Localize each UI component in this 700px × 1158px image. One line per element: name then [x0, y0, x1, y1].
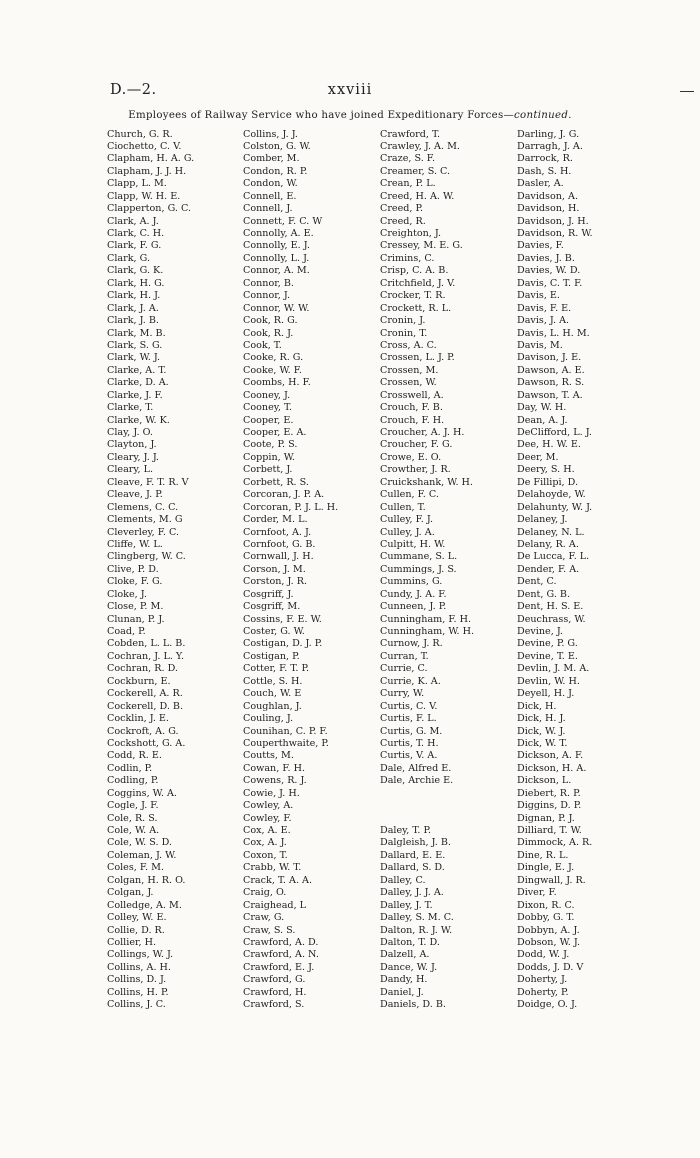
name-entry: Dick, H.	[517, 700, 557, 712]
name-entry: Deer, M.	[517, 451, 559, 463]
page-number: xxviii	[327, 82, 373, 98]
name-entry: Cole, R. S.	[107, 812, 158, 824]
name-entry: Dalley, J. J. A.	[380, 887, 444, 899]
name-entry: Coombs, H. F.	[243, 377, 311, 389]
name-entry: Doherty, J.	[517, 974, 568, 986]
name-entry: Dingle, E. J.	[517, 862, 575, 874]
name-entry: Davidson, J. H.	[517, 215, 589, 227]
name-entry: Currie, C.	[380, 663, 428, 675]
name-entry: Clarke, D. A.	[107, 377, 169, 389]
name-entry: Dalton, T. D.	[380, 936, 440, 948]
name-entry: De Lucca, F. L.	[517, 551, 590, 563]
name-entry: Clapperton, G. C.	[107, 203, 192, 215]
name-entry: Cox, A. J.	[243, 837, 287, 849]
name-entry: Cooke, W. F.	[243, 364, 302, 376]
name-entry: Corbett, R. S.	[243, 476, 309, 488]
name-entry: Delahunty, W. J.	[517, 501, 593, 513]
name-entry: Dick, W. J.	[517, 725, 566, 737]
name-entry: Codling, P.	[107, 775, 159, 787]
name-entry: Cowie, J. H.	[243, 787, 300, 799]
name-entry: Creed, H. A. W.	[380, 190, 455, 202]
name-entry: Cloke, F. G.	[107, 576, 163, 588]
name-column-2	[243, 129, 383, 1012]
name-entry: Cliffe, W. L.	[107, 538, 163, 550]
name-entry: Dawson, R. S.	[517, 377, 585, 389]
name-entry: Clark, H. J.	[107, 290, 161, 302]
name-entry: Coster, G. W.	[243, 626, 305, 637]
name-entry: Cogle, J. F.	[107, 800, 159, 812]
name-entry: Cossins, F. E. W.	[243, 613, 322, 625]
name-entry: Comber, M.	[243, 153, 300, 165]
name-entry: Clark, H. G.	[107, 277, 165, 289]
name-entry: Counihan, C. P. F.	[243, 725, 328, 737]
column-gap	[380, 788, 520, 800]
name-entry: Cochran, R. D.	[107, 663, 178, 675]
name-entry: Collins, J. C.	[107, 999, 166, 1011]
name-entry: Critchfield, J. V.	[380, 277, 456, 289]
name-entry: Cotter, F. T. P.	[243, 663, 310, 675]
name-entry: Coote, P. S.	[243, 439, 298, 451]
name-entry: Church, G. R.	[107, 128, 173, 140]
name-entry: Dodds, J. D. V	[517, 961, 584, 973]
name-entry: Cooper, E.	[243, 414, 294, 426]
name-entry: Dalton, R. J. W.	[380, 924, 453, 936]
name-entry: Clarke, W. K.	[107, 414, 170, 426]
name-entry: Davis, M.	[517, 339, 563, 351]
name-entry: Cruickshank, W. H.	[380, 476, 473, 488]
name-entry: Clingberg, W. C.	[107, 551, 186, 563]
name-entry: Devine, T. E.	[517, 650, 578, 662]
name-entry: Davies, J. B.	[517, 252, 575, 264]
name-entry: Cummane, S. L.	[380, 551, 458, 563]
name-entry: Coppin, W.	[243, 451, 295, 463]
name-entry: Craig, O.	[243, 887, 287, 899]
heading-continued: continued.	[514, 110, 572, 121]
name-entry: Dalzell, A.	[380, 949, 430, 961]
name-entry: Collier, H.	[107, 936, 157, 948]
name-entry: Dash, S. H.	[517, 165, 572, 177]
name-entry: Condon, R. P.	[243, 165, 308, 177]
name-entry: Curtis, C. V.	[380, 700, 438, 712]
name-entry: Creed, P.	[380, 203, 424, 215]
name-entry: Clarke, A. T.	[107, 364, 167, 376]
name-entry: Culley, J. A.	[380, 526, 435, 538]
name-entry: Devlin, J. M. A.	[517, 663, 590, 675]
name-entry: Daniel, J.	[380, 986, 424, 998]
name-entry: De Fillipi, D.	[517, 476, 579, 488]
name-entry: Cunningham, W. H.	[380, 626, 475, 637]
name-entry: Crawford, G.	[243, 974, 306, 986]
name-entry: Dickson, A. F.	[517, 750, 584, 762]
name-entry: Currie, K. A.	[380, 675, 441, 687]
name-entry: Corbett, J.	[243, 464, 293, 476]
name-entry: Clapp, L. M.	[107, 178, 167, 190]
name-entry: Cockshott, G. A.	[107, 737, 186, 749]
name-entry: Dawson, T. A.	[517, 389, 583, 401]
name-entry: Collins, D. J.	[107, 974, 167, 986]
name-entry: Clay, J. O.	[107, 427, 153, 438]
name-entry: Craw, G.	[243, 912, 285, 924]
name-entry: Dean, A. J.	[517, 414, 568, 426]
name-entry: Cockerell, A. R.	[107, 688, 183, 700]
name-entry: Clark, G. K.	[107, 265, 164, 277]
name-entry: Clark, M. B.	[107, 327, 166, 339]
name-entry: Cunningham, F. H.	[380, 613, 472, 625]
name-entry: Coad, P.	[107, 626, 146, 637]
name-entry: Doherty, P.	[517, 986, 569, 998]
name-entry: Curtis, F. L.	[380, 713, 437, 725]
name-entry: Cocklin, J. E.	[107, 713, 169, 725]
heading-text: Employees of Railway Service who have joined Expeditionary Forces—	[128, 110, 515, 121]
name-entry: Cornfoot, G. B.	[243, 538, 316, 550]
name-entry: Croucher, F. G.	[380, 439, 453, 451]
name-entry: Corder, M. L.	[243, 514, 308, 526]
name-entry: Cosgriff, J.	[243, 588, 294, 600]
name-entry: Doidge, O. J.	[517, 999, 578, 1011]
name-entry: Cressey, M. E. G.	[380, 240, 463, 252]
name-entry: Dender, F. A.	[517, 563, 580, 575]
name-entry: Colston, G. W.	[243, 140, 311, 152]
name-entry: Couling, J.	[243, 713, 294, 725]
name-entry: Delaney, N. L.	[517, 526, 585, 538]
name-entry: Cooper, E. A.	[243, 427, 307, 438]
name-entry: Devine, P. G.	[517, 638, 578, 650]
name-entry: Cowens, R. J.	[243, 775, 307, 787]
name-entry: Curnow, J. R.	[380, 638, 443, 650]
name-entry: Curtis, V. A.	[380, 750, 438, 762]
name-entry: Crisp, C. A. B.	[380, 265, 449, 277]
name-entry: Craighead, L	[243, 899, 307, 911]
name-entry: Davidson, H.	[517, 203, 580, 215]
name-entry: Cook, R. G.	[243, 315, 298, 327]
name-entry: Connell, E.	[243, 190, 297, 202]
name-entry: Clark, G.	[107, 252, 150, 264]
name-entry: Clapham, H. A. G.	[107, 153, 195, 165]
name-entry: Dawson, A. E.	[517, 364, 585, 376]
name-entry: Cottle, S. H.	[243, 675, 303, 687]
name-entry: Cross, A. C.	[380, 339, 437, 351]
name-entry: Dignan, P. J.	[517, 812, 575, 824]
name-entry: Connolly, E. J.	[243, 240, 310, 252]
name-entry: Dixon, R. C.	[517, 899, 575, 911]
name-entry: Cockerell, D. B.	[107, 700, 184, 712]
name-entry: Cronin, T.	[380, 327, 428, 339]
name-entry: Dine, R. L.	[517, 849, 569, 861]
name-entry: Coughlan, J.	[243, 700, 302, 712]
page-identifier: D.—2.	[110, 82, 157, 98]
name-entry: Crawley, J. A. M.	[380, 140, 460, 152]
name-entry: Daley, T. P.	[380, 825, 432, 836]
name-entry: Couch, W. E	[243, 688, 302, 700]
name-entry: Cockroft, A. G.	[107, 725, 179, 737]
name-entry: Dandy, H.	[380, 974, 428, 986]
name-entry: Dasler, A.	[517, 178, 564, 190]
name-entry: Dickson, L.	[517, 775, 572, 787]
name-entry: Cowan, F. H.	[243, 762, 306, 774]
name-entry: Dobby, G. T.	[517, 912, 575, 924]
name-entry: Crawford, E. J.	[243, 961, 315, 973]
name-entry: Clarke, T.	[107, 402, 154, 414]
name-entry: Craze, S. F.	[380, 153, 436, 165]
name-entry: Davis, F. E.	[517, 302, 572, 314]
name-entry: Cowley, F.	[243, 812, 292, 824]
name-entry: Cornfoot, A. J.	[243, 526, 312, 538]
name-entry: Costigan, D. J. P.	[243, 638, 323, 650]
name-entry: Corson, J. M.	[243, 563, 306, 575]
name-entry: Colgan, H. R. O.	[107, 874, 186, 886]
name-entry: Coxon, T.	[243, 849, 288, 861]
name-entry: Darragh, J. A.	[517, 140, 583, 152]
name-entry: Clark, W. J.	[107, 352, 161, 364]
name-entry: Deuchrass, W.	[517, 613, 586, 625]
name-entry: Crawford, H.	[243, 986, 307, 998]
name-entry: Colley, W. E.	[107, 912, 167, 924]
name-entry: Delahoyde, W.	[517, 489, 586, 501]
name-entry: Delaney, J.	[517, 514, 568, 526]
column-gap	[380, 800, 520, 812]
name-entry: Crack, T. A. A.	[243, 874, 313, 886]
name-entry: Crawford, A. N.	[243, 949, 319, 961]
name-entry: Dee, H. W. E.	[517, 439, 581, 451]
name-entry: Cook, T.	[243, 339, 282, 351]
name-entry: Codd, R. E.	[107, 750, 162, 762]
name-entry: Craw, S. S.	[243, 924, 296, 936]
name-entry: Cummings, J. S.	[380, 563, 457, 575]
name-entry: Cullen, T.	[380, 501, 426, 513]
name-entry: Dalley, C.	[380, 874, 426, 886]
name-entry: Crockett, R. L.	[380, 302, 452, 314]
corner-rule	[680, 91, 694, 92]
name-entry: Curry, W.	[380, 688, 425, 700]
name-entry: Cleary, J. J.	[107, 451, 159, 463]
name-entry: Coleman, J. W.	[107, 849, 177, 861]
name-entry: DeClifford, L. J.	[517, 427, 592, 438]
name-entry: Davidson, A.	[517, 190, 578, 202]
name-entry: Close, P. M.	[107, 601, 164, 613]
name-entry: Connor, W. W.	[243, 302, 310, 314]
name-entry: Davis, C. T. F.	[517, 277, 583, 289]
name-entry: Clark, A. J.	[107, 215, 159, 227]
name-entry: Culpitt, H. W.	[380, 538, 446, 550]
name-entry: Cleary, L.	[107, 464, 154, 476]
name-entry: Clements, M. G	[107, 514, 183, 526]
name-entry: Collie, D. R.	[107, 924, 165, 936]
name-entry: Deyell, H. J.	[517, 688, 575, 700]
name-entry: Dalley, J. T.	[380, 899, 433, 911]
name-entry: Creamer, S. C.	[380, 165, 451, 177]
name-entry: Crawford, T.	[380, 128, 441, 140]
name-entry: Delany, R. A.	[517, 538, 579, 550]
name-entry: Clarke, J. F.	[107, 389, 163, 401]
name-entry: Cleverley, F. C.	[107, 526, 180, 538]
name-entry: Davis, E.	[517, 290, 560, 302]
name-entry: Cleave, J. P.	[107, 489, 163, 501]
name-entry: Cloke, J.	[107, 588, 147, 600]
name-entry: Connor, J.	[243, 290, 291, 302]
section-heading	[0, 110, 700, 121]
name-entry: Dimmock, A. R.	[517, 837, 593, 849]
name-entry: Crouch, F. H.	[380, 414, 445, 426]
name-entry: Clapham, J. J. H.	[107, 165, 187, 177]
name-entry: Clark, F. G.	[107, 240, 162, 252]
name-entry: Condon, W.	[243, 178, 298, 190]
name-entry: Ciochetto, C. V.	[107, 140, 182, 152]
name-entry: Clapp, W. H. E.	[107, 190, 181, 202]
name-entry: Crossen, W.	[380, 377, 437, 389]
name-entry: Davison, J. E.	[517, 352, 582, 364]
name-entry: Crossen, L. J. P.	[380, 352, 455, 364]
name-column-4	[517, 129, 657, 1012]
name-entry: Davidson, R. W.	[517, 228, 593, 239]
name-entry: Colledge, A. M.	[107, 899, 182, 911]
name-entry: Crossen, M.	[380, 364, 439, 376]
name-entry: Cook, R. J.	[243, 327, 294, 339]
name-entry: Devine, J.	[517, 626, 563, 637]
name-entry: Dingwall, J. R.	[517, 874, 586, 886]
name-entry: Dent, H. S. E.	[517, 601, 584, 613]
name-entry: Day, W. H.	[517, 402, 567, 414]
name-entry: Davis, L. H. M.	[517, 327, 590, 339]
name-entry: Cooke, R. G.	[243, 352, 304, 364]
name-entry: Crimins, C.	[380, 252, 435, 264]
name-entry: Crabb, W. T.	[243, 862, 302, 874]
name-entry: Dobbyn, A. J.	[517, 924, 580, 936]
name-entry: Dalgleish, J. B.	[380, 837, 451, 849]
name-entry: Cockburn, E.	[107, 675, 171, 687]
name-entry: Cosgriff, M.	[243, 601, 301, 613]
name-entry: Cobden, L. L. B.	[107, 638, 186, 650]
name-entry: Curran, T.	[380, 650, 429, 662]
name-entry: Dallard, E. E.	[380, 849, 446, 861]
name-entry: Collings, W. J.	[107, 949, 174, 961]
name-entry: Devlin, W. H.	[517, 675, 580, 687]
name-entry: Connolly, L. J.	[243, 252, 310, 264]
name-entry: Dobson, W. J.	[517, 936, 581, 948]
name-entry: Diver, F.	[517, 887, 557, 899]
name-entry: Corston, J. R.	[243, 576, 308, 588]
name-entry: Culley, F. J.	[380, 514, 433, 526]
name-entry: Crowe, E. O.	[380, 451, 442, 463]
name-entry: Cooney, T.	[243, 402, 293, 414]
name-entry: Clark, S. G.	[107, 339, 163, 351]
name-entry: Creed, R.	[380, 215, 426, 227]
name-entry: Collins, A. H.	[107, 961, 171, 973]
name-entry: Davies, W. D.	[517, 265, 581, 277]
name-entry: Clark, J. A.	[107, 302, 159, 314]
name-column-1	[107, 129, 247, 1012]
name-entry: Coles, F. M.	[107, 862, 165, 874]
name-entry: Collins, J. J.	[243, 128, 298, 140]
name-entry: Dent, C.	[517, 576, 557, 588]
name-entry: Davies, F.	[517, 240, 564, 252]
name-entry: Dick, W. T.	[517, 737, 568, 749]
name-entry: Darrock, R.	[517, 153, 573, 165]
name-entry: Codlin, P.	[107, 762, 153, 774]
name-entry: Costigan, P.	[243, 650, 300, 662]
name-entry: Dale, Archie E.	[380, 775, 454, 787]
name-entry: Cronin, J.	[380, 315, 426, 327]
name-entry: Cowley, A.	[243, 800, 294, 812]
name-entry: Curtis, G. M.	[380, 725, 443, 737]
name-entry: Crocker, T. R.	[380, 290, 446, 302]
name-entry: Davis, J. A.	[517, 315, 570, 327]
name-entry: Cleave, F. T. R. V	[107, 476, 189, 488]
name-entry: Connor, B.	[243, 277, 294, 289]
name-entry: Connolly, A. E.	[243, 228, 314, 239]
name-entry: Clark, C. H.	[107, 228, 165, 239]
name-entry: Coggins, W. A.	[107, 787, 177, 799]
name-entry: Dallard, S. D.	[380, 862, 445, 874]
name-entry: Cochran, J. L. Y.	[107, 650, 185, 662]
name-entry: Crouch, F. B.	[380, 402, 443, 414]
name-entry: Dent, G. B.	[517, 588, 571, 600]
name-entry: Dale, Alfred E.	[380, 762, 452, 774]
name-entry: Clunan, P. J.	[107, 613, 165, 625]
name-entry: Creighton, J.	[380, 228, 442, 239]
name-column-3	[380, 129, 520, 1012]
name-entry: Deery, S. H.	[517, 464, 575, 476]
name-entry: Connett, F. C. W	[243, 215, 323, 227]
name-entry: Crosswell, A.	[380, 389, 444, 401]
name-entry: Crawford, S.	[243, 999, 305, 1011]
name-entry: Cooney, J.	[243, 389, 291, 401]
name-entry: Curtis, T. H.	[380, 737, 439, 749]
name-entry: Coutts, M.	[243, 750, 294, 762]
name-entry: Corcoran, P. J. L. H.	[243, 501, 339, 513]
name-entry: Cummins, G.	[380, 576, 443, 588]
name-entry: Connor, A. M.	[243, 265, 310, 277]
name-entry: Cundy, J. A. F.	[380, 588, 447, 600]
name-entry: Connell, J.	[243, 203, 293, 215]
name-entry: Diggins, D. P.	[517, 800, 582, 812]
name-entry: Dickson, H. A.	[517, 762, 587, 774]
name-entry: Dodd, W. J.	[517, 949, 570, 961]
name-entry: Corcoran, J. P. A.	[243, 489, 325, 501]
name-entry: Cullen, F. C.	[380, 489, 439, 501]
name-entry: Cole, W. S. D.	[107, 837, 172, 849]
name-entry: Darling, J. G.	[517, 128, 580, 140]
name-entry: Cox, A. E.	[243, 825, 291, 836]
name-entry: Collins, H. P.	[107, 986, 169, 998]
name-entry: Dalley, S. M. C.	[380, 912, 454, 924]
name-entry: Dance, W. J.	[380, 961, 438, 973]
name-entry: Cunneen, J. P.	[380, 601, 447, 613]
name-entry: Cornwall, J. H.	[243, 551, 314, 563]
name-entry: Crowther, J. R.	[380, 464, 451, 476]
name-entry: Cole, W. A.	[107, 825, 160, 836]
name-entry: Dick, H. J.	[517, 713, 566, 725]
name-entry: Daniels, D. B.	[380, 999, 446, 1011]
name-entry: Crean, P. L.	[380, 178, 436, 190]
name-entry: Croucher, A. J. H.	[380, 427, 465, 438]
name-entry: Clemens, C. C.	[107, 501, 179, 513]
name-entry: Colgan, J.	[107, 887, 154, 899]
name-entry: Couperthwaite, P.	[243, 737, 329, 749]
name-entry: Diebert, R. P.	[517, 787, 581, 799]
column-gap	[380, 813, 520, 825]
name-entry: Clayton, J.	[107, 439, 157, 451]
name-entry: Clive, P. D.	[107, 563, 159, 575]
name-entry: Clark, J. B.	[107, 315, 159, 327]
name-entry: Crawford, A. D.	[243, 936, 319, 948]
name-entry: Dilliard, T. W.	[517, 825, 582, 836]
